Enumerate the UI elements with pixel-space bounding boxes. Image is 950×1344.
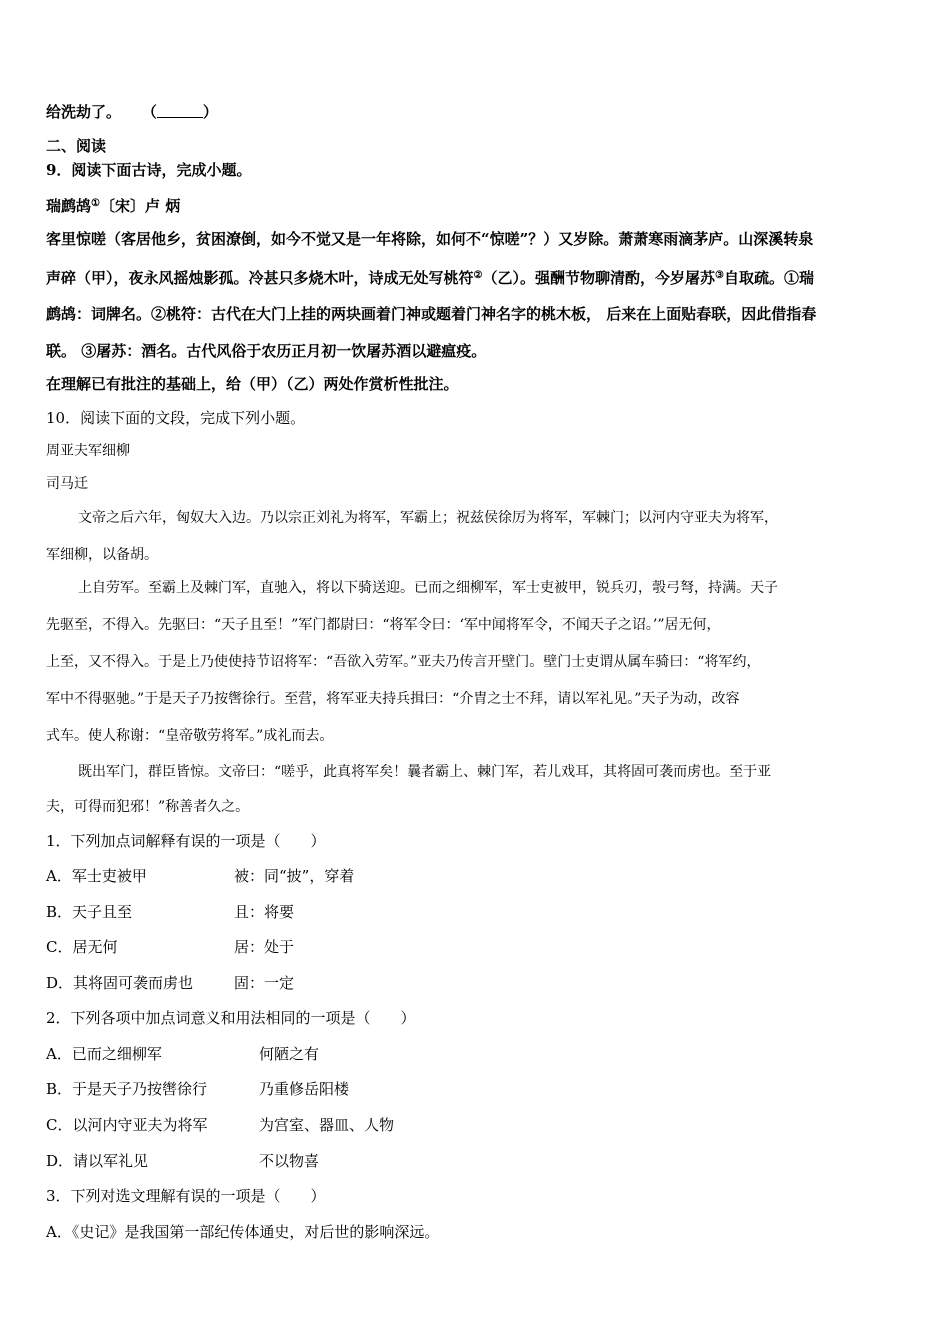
- option-b-explain: 乃重修岳阳楼: [259, 1080, 350, 1098]
- poem-author: 〔宋〕卢 炳: [99, 197, 181, 215]
- poem-note-line: 鹧鸪：词牌名。②桃符：古代在大门上挂的两块画着门神或题着门神名字的桃木板， 后来在上面贴春联，因此借指春: [46, 305, 817, 323]
- previous-question-fragment: [46, 102, 218, 122]
- option-a[interactable]: A．《史记》是我国第一部纪传体通史，对后世的影响深远。: [46, 1223, 440, 1241]
- passage-line: 夫，可得而犯邪！”称善者久之。: [46, 799, 250, 815]
- option-c-explain: 为宫室、器皿、人物: [259, 1116, 395, 1134]
- passage-title: 周亚夫军细柳: [46, 443, 130, 459]
- option-d[interactable]: D．其将固可袭而虏也: [46, 974, 194, 992]
- question-10-prompt: 10．阅读下面的文段，完成下列小题。: [46, 409, 306, 427]
- passage-line: 上自劳军。至霸上及棘门军，直驰入，将以下骑送迎。已而之细柳军，军士吏被甲，锐兵刃，彀弓弩，持满。天子: [78, 580, 778, 596]
- option-a-explain: 何陋之有: [259, 1045, 320, 1063]
- poem-title: 瑞鹧鸪: [46, 197, 92, 215]
- question-9-task: 在理解已有批注的基础上，给（甲）（乙）两处作赏析性批注。: [46, 375, 459, 393]
- passage-line: 既出军门，群臣皆惊。文帝曰：“嗟乎，此真将军矣！曩者霸上、棘门军，若儿戏耳，其将固可袭而虏也。至于亚: [78, 764, 772, 780]
- option-c-explain: 居：处于: [234, 938, 295, 956]
- option-d[interactable]: D．请以军礼见: [46, 1152, 149, 1170]
- answer-blank[interactable]: [157, 103, 203, 118]
- poem-text: （乙）。强酬节物聊清酌，今岁屠苏: [482, 269, 715, 287]
- option-b[interactable]: B．天子且至: [46, 903, 133, 921]
- option-b[interactable]: B．于是天子乃按辔徐行: [46, 1080, 208, 1098]
- option-c[interactable]: C．居无何: [46, 938, 118, 956]
- subquestion-2-prompt: 2．下列各项中加点词意义和用法相同的一项是（ ）: [46, 1009, 416, 1027]
- option-d-explain: 不以物喜: [259, 1152, 320, 1170]
- option-c[interactable]: C．以河内守亚夫为将军: [46, 1116, 208, 1134]
- paren-close: ）: [202, 103, 218, 121]
- option-a[interactable]: A．已而之细柳军: [46, 1045, 162, 1063]
- poem-text: 声碎（甲），夜永风摇烛影孤。冷甚只多烧木叶，诗成无处写桃符: [46, 269, 474, 287]
- passage-line: 先驱至，不得入。先驱曰：“天子且至！”军门都尉曰：“将军令曰：‘军中闻将军令，不闻天子之诏。’”居无何，: [46, 617, 721, 633]
- subquestion-1-prompt: 1．下列加点词解释有误的一项是（ ）: [46, 832, 326, 850]
- option-a[interactable]: A．军士吏被甲: [46, 867, 147, 885]
- question-9-prompt: 9．阅读下面古诗，完成小题。: [46, 161, 252, 179]
- section-heading: 二、阅读: [46, 137, 107, 155]
- option-a-explain: 被：同“披”，穿着: [234, 867, 355, 885]
- subquestion-3-prompt: 3．下列对选文理解有误的一项是（ ）: [46, 1187, 326, 1205]
- footnote-marker: ②: [473, 270, 483, 281]
- option-b-explain: 且：将要: [234, 903, 295, 921]
- fragment-text: 给洗劫了。: [46, 103, 122, 121]
- passage-line: 军中不得驱驰。”于是天子乃按辔徐行。至营，将军亚夫持兵揖曰：“介胄之士不拜，请以军礼见。”天子为动，改容: [46, 691, 740, 707]
- poem-line: 客里惊嗟（客居他乡，贫困潦倒，如今不觉又是一年将除，如何不“惊嗟”？）又岁除。萧萧寒雨滴茅庐。山深溪转泉: [46, 230, 814, 248]
- passage-line: 式车。使人称谢：“皇帝敬劳将军。”成礼而去。: [46, 728, 334, 744]
- poem-line: [46, 266, 814, 288]
- poem-title-line: [46, 194, 180, 216]
- paren-open: （: [141, 103, 157, 121]
- passage-line: 军细柳，以备胡。: [46, 547, 158, 563]
- passage-line: 上至，又不得入。于是上乃使使持节诏将军：“吾欲入劳军。”亚夫乃传言开壁门。壁门士吏谓从属车骑曰：“将军约，: [46, 654, 761, 670]
- footnote-marker: ①: [91, 198, 100, 209]
- passage-author: 司马迁: [46, 476, 88, 492]
- poem-note-line: 联。 ③屠苏：酒名。古代风俗于农历正月初一饮屠苏酒以避瘟疫。: [46, 342, 487, 360]
- footnote-marker: ③: [715, 270, 724, 281]
- poem-text: 自取疏。①瑞: [723, 269, 814, 287]
- option-d-explain: 固：一定: [234, 974, 295, 992]
- passage-line: 文帝之后六年，匈奴大入边。乃以宗正刘礼为将军，军霸上；祝兹侯徐厉为将军，军棘门；以河内守亚夫为将军，: [78, 510, 778, 526]
